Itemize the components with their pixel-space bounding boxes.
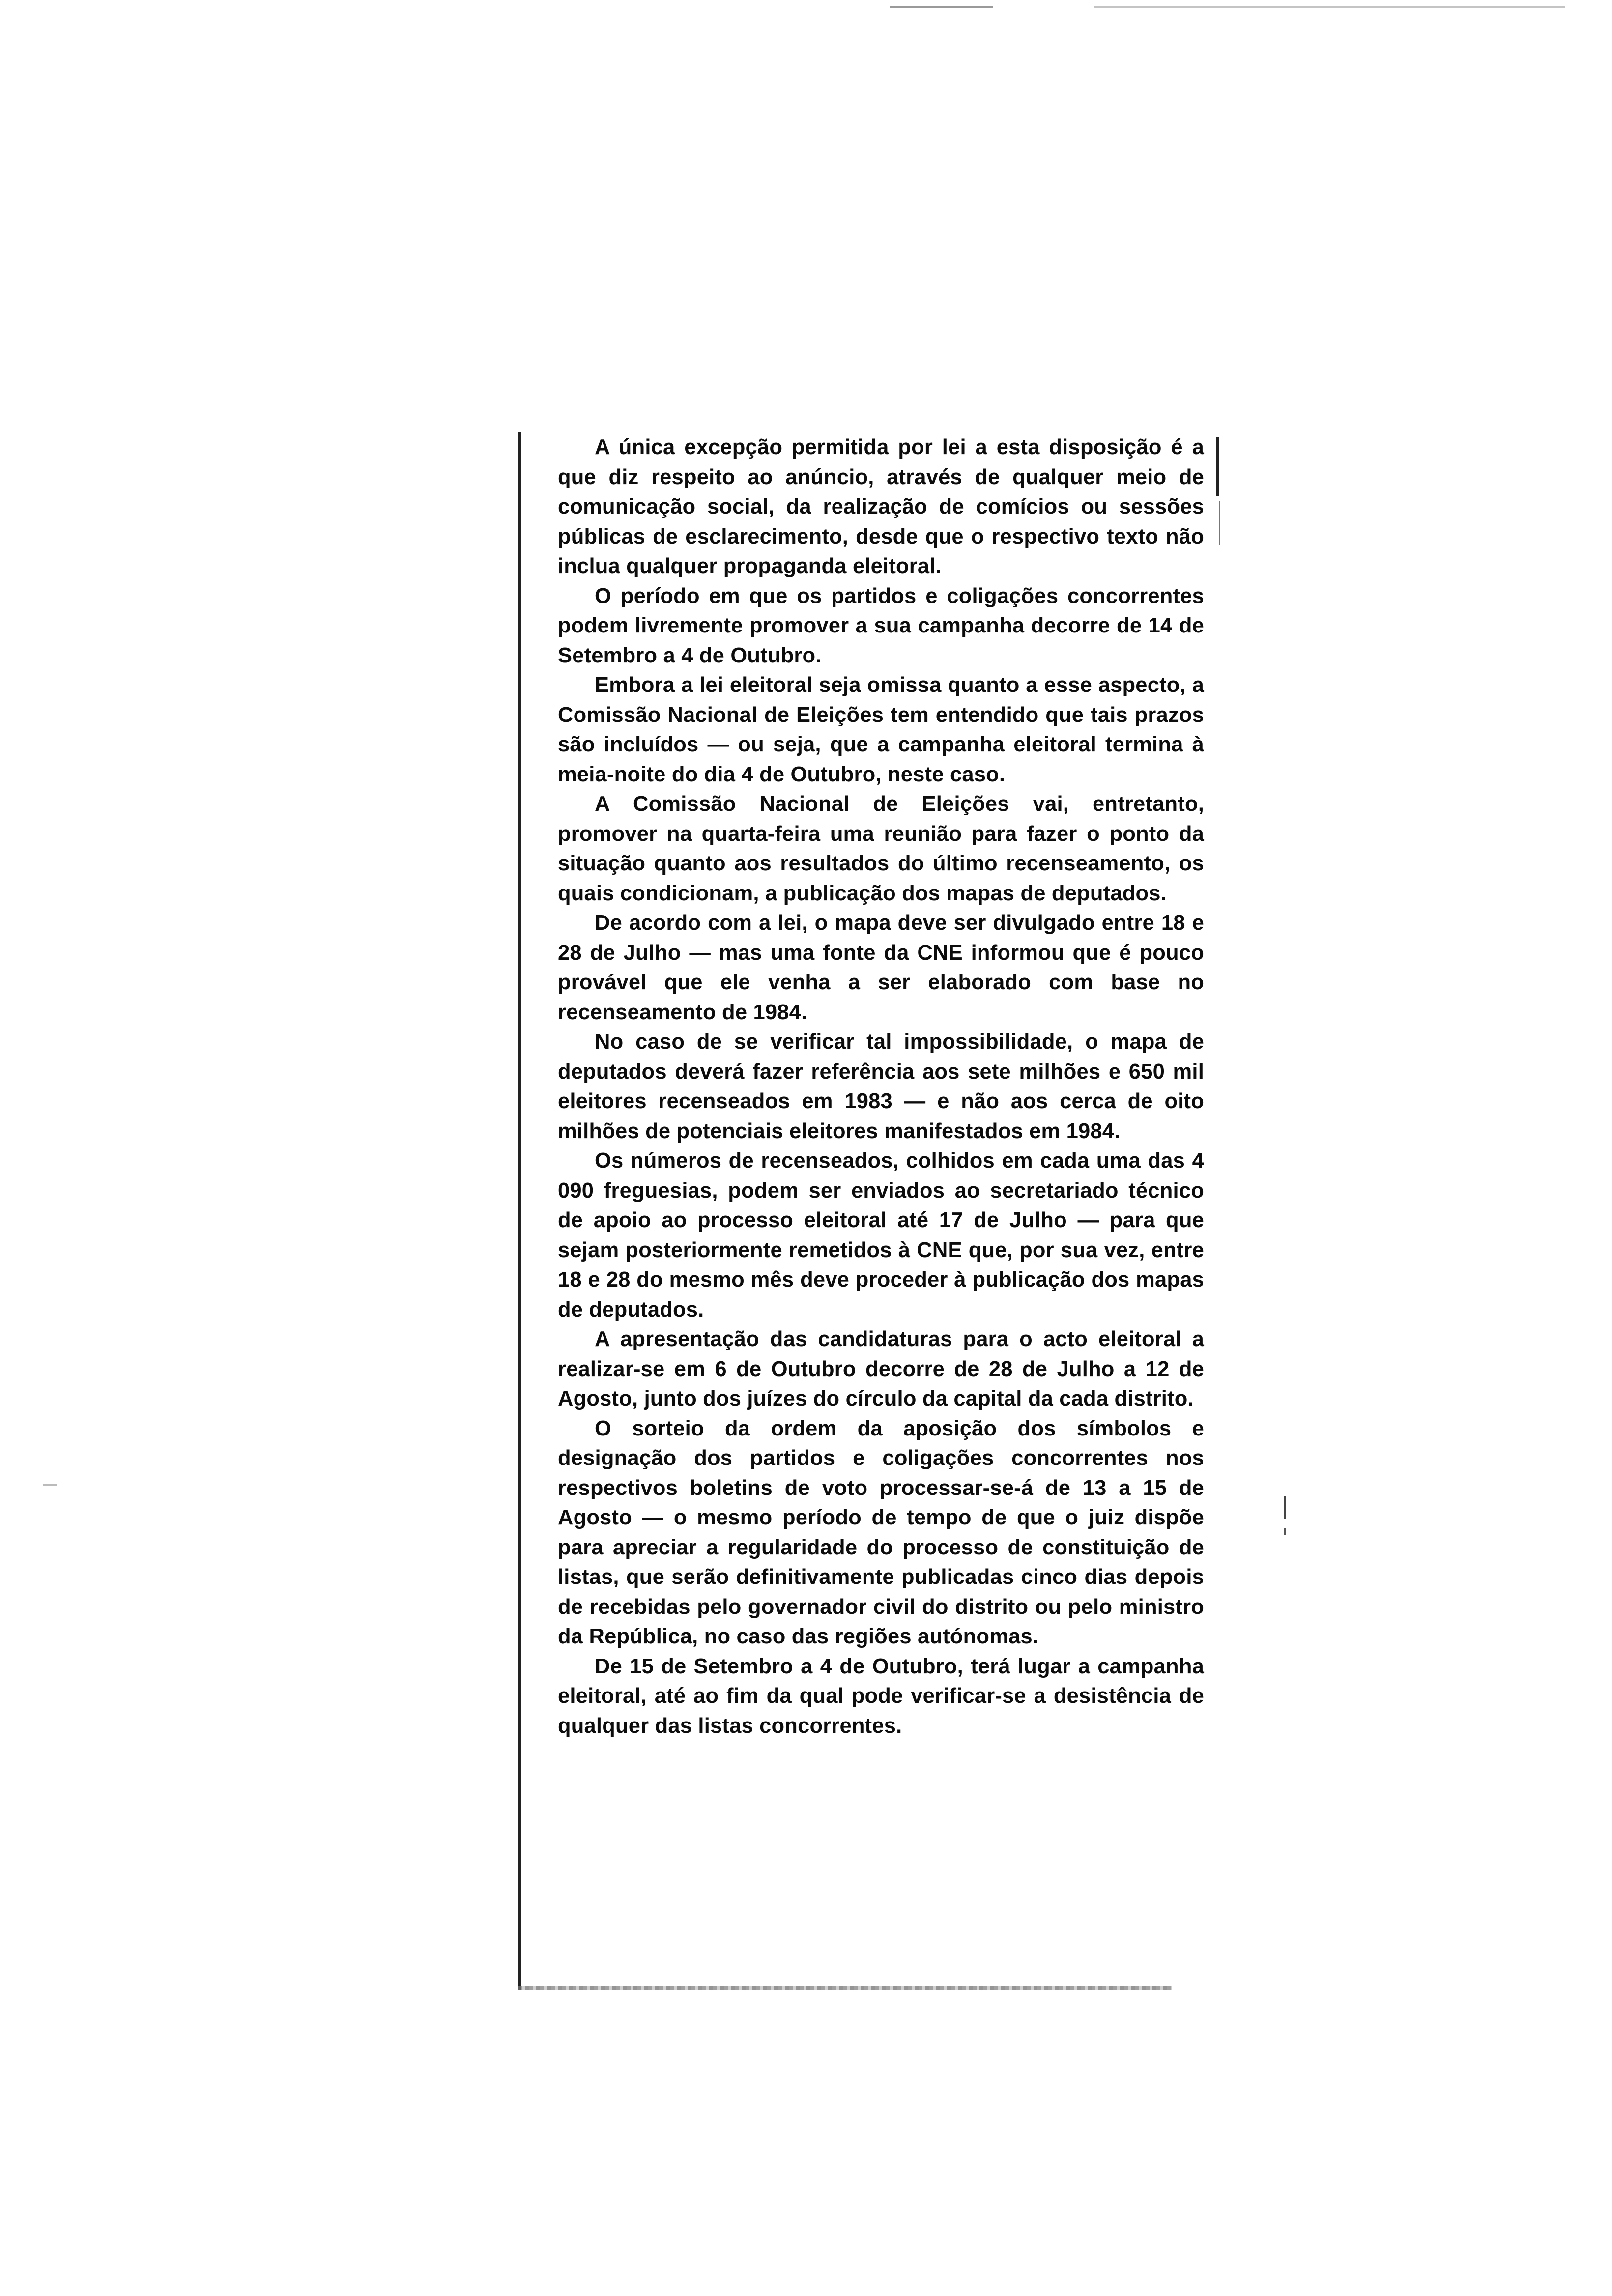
newspaper-clipping xyxy=(518,432,1207,1990)
article-body xyxy=(558,432,1204,1741)
column-rule xyxy=(1219,501,1220,545)
scan-artifact xyxy=(1284,1528,1286,1535)
article-paragraph: De acordo com a lei, o mapa deve ser divulgado entre 18 e 28 de Julho — mas uma fonte da CNE informou que é pouco provável que ele venha a ser elaborado com base no recenseamento de 1984. xyxy=(558,911,1204,1024)
article-paragraph: No caso de se verificar tal impossibilidade, o mapa de deputados deverá fazer referência aos sete milhões e 650 mil eleitores recenseados em 1983 — e não aos cerca de oito milhões de potenciais eleitores manifestados em 1984. xyxy=(558,1030,1204,1143)
scan-artifact xyxy=(1284,1496,1286,1519)
article-paragraph: A única excepção permitida por lei a esta disposição é a que diz respeito ao anúncio, através de qualquer meio de comunicação social, da realização de comícios ou sessões públicas de esclarecimento, desde que o respectivo texto não inclua qualquer propaganda eleitoral. xyxy=(558,435,1204,578)
article-paragraph: O período em que os partidos e coligações concorrentes podem livremente promover a sua campanha decorre de 14 de Setembro a 4 de Outubro. xyxy=(558,584,1204,667)
article-paragraph: Os números de recenseados, colhidos em cada uma das 4 090 freguesias, podem ser enviados ao secretariado técnico de apoio ao processo eleitoral até 17 de Julho — para que sejam posteriormente remetidos à CNE que, por sua vez, entre 18 e 28 do mesmo mês deve proceder à publicação dos mapas de deputados. xyxy=(558,1149,1204,1321)
scan-artifact xyxy=(43,1484,57,1486)
scan-edge-mark xyxy=(890,6,993,8)
article-paragraph: A apresentação das candidaturas para o acto eleitoral a realizar-se em 6 de Outubro decorre de 28 de Julho a 12 de Agosto, junto dos juízes do círculo da capital da cada distrito. xyxy=(558,1327,1204,1410)
clipping-bottom-edge xyxy=(518,1986,1172,1990)
article-paragraph: O sorteio da ordem da aposição dos símbolos e designação dos partidos e coligações concorrentes nos respectivos boletins de voto processar-se-á de 13 a 15 de Agosto — o mesmo período de tempo de que o juiz dispõe para apreciar a regularidade do processo de constituição de listas, que serão definitivamente publicadas cinco dias depois de recebidas pelo governador civil do distrito ou pelo ministro da República, no caso das regiões autónomas. xyxy=(558,1416,1204,1648)
article-paragraph: De 15 de Setembro a 4 de Outubro, terá lugar a campanha eleitoral, até ao fim da qual pode verificar-se a desistência de qualquer das listas concorrentes. xyxy=(558,1654,1204,1738)
article-paragraph: Embora a lei eleitoral seja omissa quanto a esse aspecto, a Comissão Nacional de Eleições tem entendido que tais prazos são incluídos — ou seja, que a campanha eleitoral termina à meia-noite do dia 4 de Outubro, neste caso. xyxy=(558,673,1204,786)
column-rule xyxy=(1216,437,1219,496)
scan-edge-mark xyxy=(1094,6,1565,8)
article-paragraph: A Comissão Nacional de Eleições vai, entretanto, promover na quarta-feira uma reunião para fazer o ponto da situação quanto aos resultados do último recenseamento, os quais condicionam, a publicação dos mapas de deputados. xyxy=(558,792,1204,905)
